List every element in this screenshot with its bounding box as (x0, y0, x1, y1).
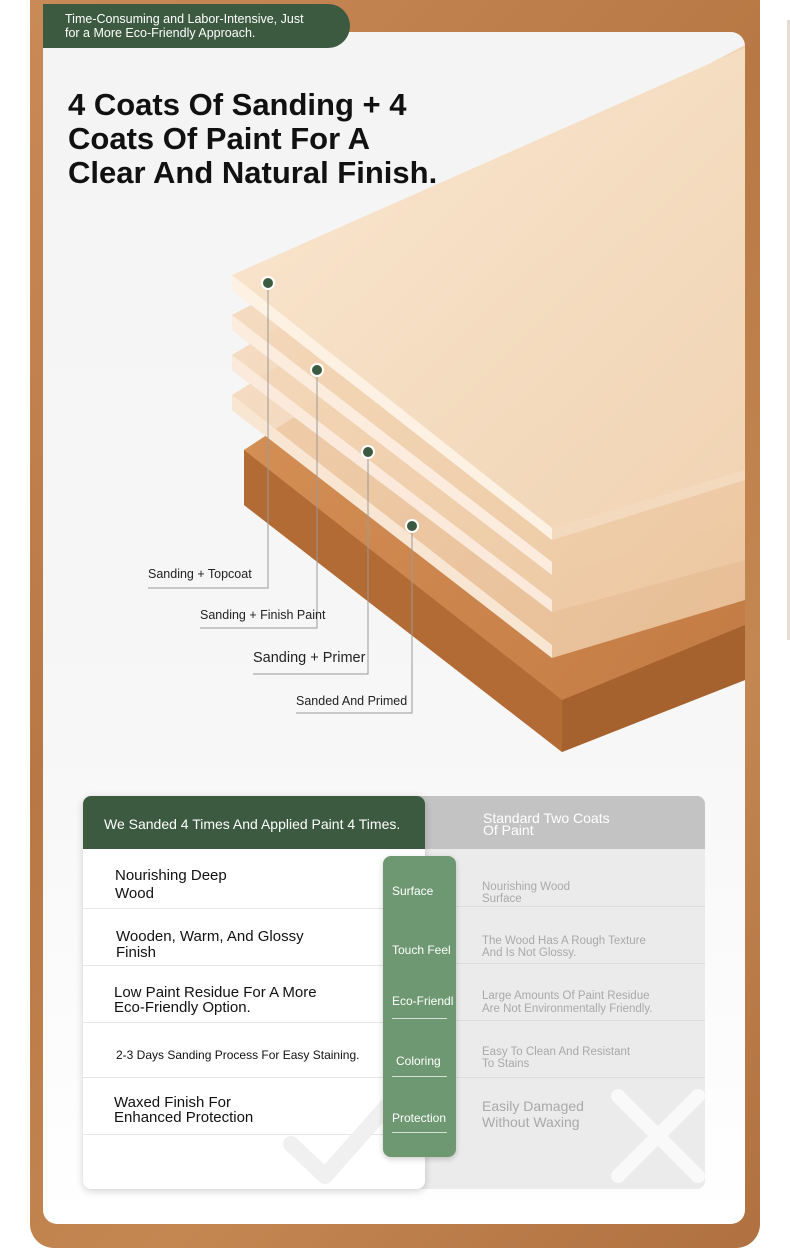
category-label: Coloring (396, 1054, 441, 1068)
title-line-2: Coats Of Paint For A (68, 121, 370, 156)
standard-row-line-1: Easily Damaged (482, 1098, 584, 1114)
our-process-row (83, 1023, 425, 1078)
standard-row-line-2: And Is Not Glossy. (482, 947, 577, 959)
standard-row-line-2: Are Not Environmentally Friendly. (482, 1003, 653, 1015)
layer-label-topcoat: Sanding + Topcoat (148, 567, 252, 581)
standard-row (418, 907, 705, 964)
layer-label-sanded: Sanded And Primed (296, 694, 408, 708)
our-row-line-1: Wooden, Warm, And Glossy (116, 928, 304, 945)
our-row-line-2: Enhanced Protection (114, 1109, 254, 1126)
category-label: Protection (392, 1111, 447, 1125)
layer-label-primer: Sanding + Primer (253, 650, 366, 666)
our-process-row (83, 1078, 425, 1135)
badge-line-1: Time-Consuming and Labor-Intensive, Just (65, 12, 304, 26)
category-underline (392, 1132, 447, 1133)
layered-board-illustration (200, 40, 760, 780)
standard-row (418, 849, 705, 907)
standard-comparison-card (418, 796, 705, 1189)
standard-row-line-2: To Stains (482, 1058, 530, 1070)
our-process-comparison-card (83, 796, 425, 1189)
our-row-line-2: Eco-Friendly Option. (114, 999, 251, 1016)
our-row-line-2: Finish (116, 944, 157, 961)
our-process-row (83, 909, 425, 966)
our-row-line-2: Wood (115, 885, 154, 902)
standard-row (418, 1078, 705, 1138)
category-underline (392, 1018, 447, 1019)
standard-row-line-1: Nourishing Wood (482, 881, 571, 893)
standard-row-line-2: Surface (482, 893, 522, 905)
badge-line-2: for a More Eco-Friendly Approach. (65, 26, 256, 40)
our-row-line-1: 2-3 Days Sanding Process For Easy Staining. (116, 1048, 360, 1062)
standard-row-line-1: Easy To Clean And Resistant (482, 1046, 631, 1058)
layer-label-finish-paint: Sanding + Finish Paint (200, 608, 326, 622)
standard-header-line-1: Standard Two Coats (483, 810, 610, 826)
our-process-header-text: We Sanded 4 Times And Applied Paint 4 Times. (104, 816, 401, 832)
our-row-line-1: Waxed Finish For (114, 1094, 231, 1111)
standard-row (418, 964, 705, 1021)
category-label: Eco-Friendl (392, 994, 454, 1008)
our-process-row (83, 849, 425, 909)
category-label: Touch Feel (392, 943, 451, 957)
our-process-row (83, 966, 425, 1023)
our-row-line-1: Nourishing Deep (115, 867, 227, 884)
title-line-1: 4 Coats Of Sanding + 4 (68, 87, 407, 122)
standard-row-line-2: Without Waxing (482, 1114, 580, 1130)
standard-row (418, 1021, 705, 1078)
standard-row-line-1: Large Amounts Of Paint Residue (482, 990, 650, 1002)
standard-row-line-1: The Wood Has A Rough Texture (482, 935, 646, 947)
title-line-3: Clear And Natural Finish. (68, 155, 438, 190)
standard-header (418, 796, 705, 849)
standard-header-line-2: Of Paint (483, 822, 534, 838)
category-underline (392, 1076, 447, 1077)
our-process-header (83, 796, 425, 849)
category-label: Surface (392, 884, 434, 898)
our-row-line-1: Low Paint Residue For A More (114, 984, 317, 1001)
category-column (383, 856, 456, 1157)
